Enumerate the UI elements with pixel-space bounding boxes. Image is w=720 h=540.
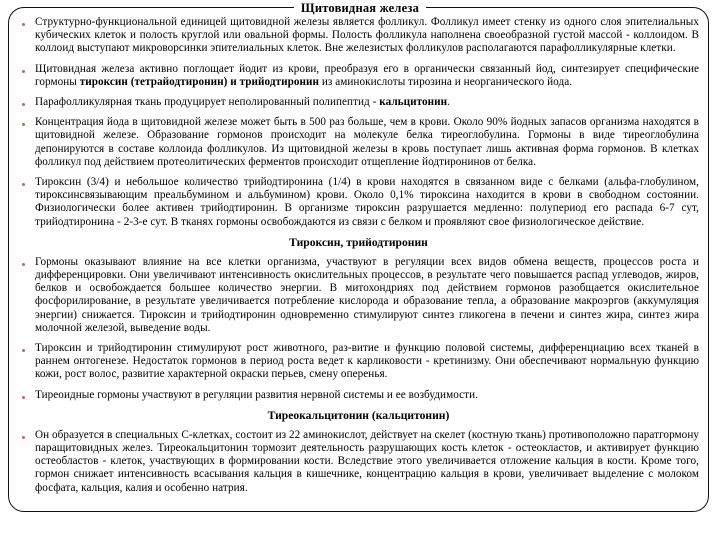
emphasis-text: кальцитонин [379,96,448,109]
body-text: Он образуется в специальных С-клетках, состоит из 22 аминокислот, действует на скелет (костную ткань) противоположно паратгормону паращитовидных желез. Тиреокальцитонин тормозит деятельность разрушающих кость клеток - остеокластов, и активирует функцию остеобластов - клеток, участвующих в формировании кости. Вследствие этого увеличивается отложение кальция в кости. Кроме того, гормон снижает интенсивность всасывания кальция в кишечнике, концентрацию кальция в крови, увеличивает выделение с молоком фосфата, кальция, калия и особенно натрия. [35,428,699,494]
body-text: из аминокислоты тирозина и неорганического йода. [319,75,573,88]
body-text: Тироксин и трийодтиронин стимулируют рост животного, раз-витие и функцию половой системы, дифференциацию всех тканей в раннем онтогенезе. Недостаток гормонов в период роста ведет к карликовости - кретинизму. Они обеспечивают нормальную функцию кожи, рост волос, развитие характерной окраски перьев, смену оперенья. [35,342,699,381]
body-text: Парафолликулярная ткань продуцирует неполированный полипептид - [35,96,380,109]
bullet-dot-icon [18,96,35,108]
bullet-dot-icon [18,342,35,354]
list-item [18,342,699,382]
page-title [0,1,720,15]
list-item [18,176,699,229]
section-heading-thyreocalcitonin: Тиреокальцитонин (кальцитонин) [267,408,450,422]
body-text: Тиреоидные гормоны участвуют в регуляции развития нервной системы и ее возбудимости. [35,388,478,401]
list-item [18,256,699,335]
list-item [18,96,699,109]
paragraph-bullet-calcitonin [35,429,699,495]
bullet-dot-icon [18,63,35,75]
paragraph-bullet-iodine-uptake [35,63,699,89]
body-text: Гормоны оказывают влияние на все клетки организма, участвуют в регуляции всех видов обмена веществ, процессов роста и дифференцировки. Они увеличивают интенсивность окислительных процессов, в результате чего повышается распад углеводов, жиров, белков и освобождается большее количество энергии. В митохондриях под действием гормонов разобщается окислительное фосфорилирование, в результате увеличивается потребление кислорода и образование тепла, а образование макроэргов (аккумуляция энергии) снижается. Тироксин и трийодтиронин одновременно стимулируют синтез гликогена в печени и синтез жира, синтез жира молочной железой, выведение воды. [35,255,699,334]
body-text: Структурно-функциональной единицей щитовидной железы является фолликул. Фолликул имеет стенку из одного слоя эпителиальных кубических клеток и полость круглой или овальной формы. Полость фолликула наполнена своеобразной густой массой - коллоидом. В коллоид выступают микроворсинки эпителиальных клеток. Вне железистых фолликулов располагаются парафолликулярные клетки. [35,16,699,55]
bullet-dot-icon [18,389,35,401]
paragraph-bullet-parafollicular [35,96,699,109]
bullet-dot-icon [18,116,35,128]
page-title-text: Щитовидная железа [294,1,426,15]
section-heading-thyroxine-triiodothyronine: Тироксин, трийодтиронин [289,235,428,249]
bullet-dot-icon [18,176,35,188]
body-text: Щитовидная железа активно поглощает йодит из крови, преобразуя его в органически связанный йод, синтезирует специфические гормоны [35,62,699,88]
list-item [18,116,699,169]
body-text: Тироксин (3/4) и небольшое количество трийодтиронина (1/4) в крови находятся в связанном виде с белками (альфа-глобулином, тироксинсвязывающим преальбумином и альбумином) крови. Около 0,1% тироксина находится в крови в свободном состоянии. Физиологически более активен трийодтиронин. В организме тироксин разрушается медленно: полупериод его распада 6-7 сут, трийодтиронина - 2-3-е сут. В тканях гормоны освобождаются из связи с белком и проявляют свое физиологическое действие. [35,176,699,228]
body-text: . [447,96,451,109]
paragraph-bullet-iodine-concentration [35,116,699,169]
paragraph-bullet-nervous-system [35,389,699,402]
bullet-dot-icon [18,256,35,268]
list-item [18,16,699,56]
paragraph-bullet-growth [35,342,699,382]
emphasis-text: тироксин (тетрайодтиронин) и трийодтиронин [79,75,320,88]
slide-content [8,16,709,502]
bullet-dot-icon [18,429,35,441]
bullet-dot-icon [18,16,35,28]
paragraph-bullet-hormone-effects [35,256,699,335]
list-item [18,63,699,89]
list-item [18,389,699,402]
paragraph-bullet-follicle [35,16,699,56]
list-item [18,429,699,495]
paragraph-bullet-binding [35,176,699,229]
body-text: Концентрация йода в щитовидной железе может быть в 500 раз больше, чем в крови. Около 90% йодных запасов организма находятся в щитовидной железе. Образование гормонов происходит на молекуле белка тиреоглобулина. Гормоны в виде тиреоглобулина депонируются в составе коллоида фолликулов. Из щитовидной железы в кровь поступает лишь активная форма гормонов. В клетках фолликул под действием протеолитических ферментов происходит отщепление йодтиронинов от белка. [35,116,699,168]
